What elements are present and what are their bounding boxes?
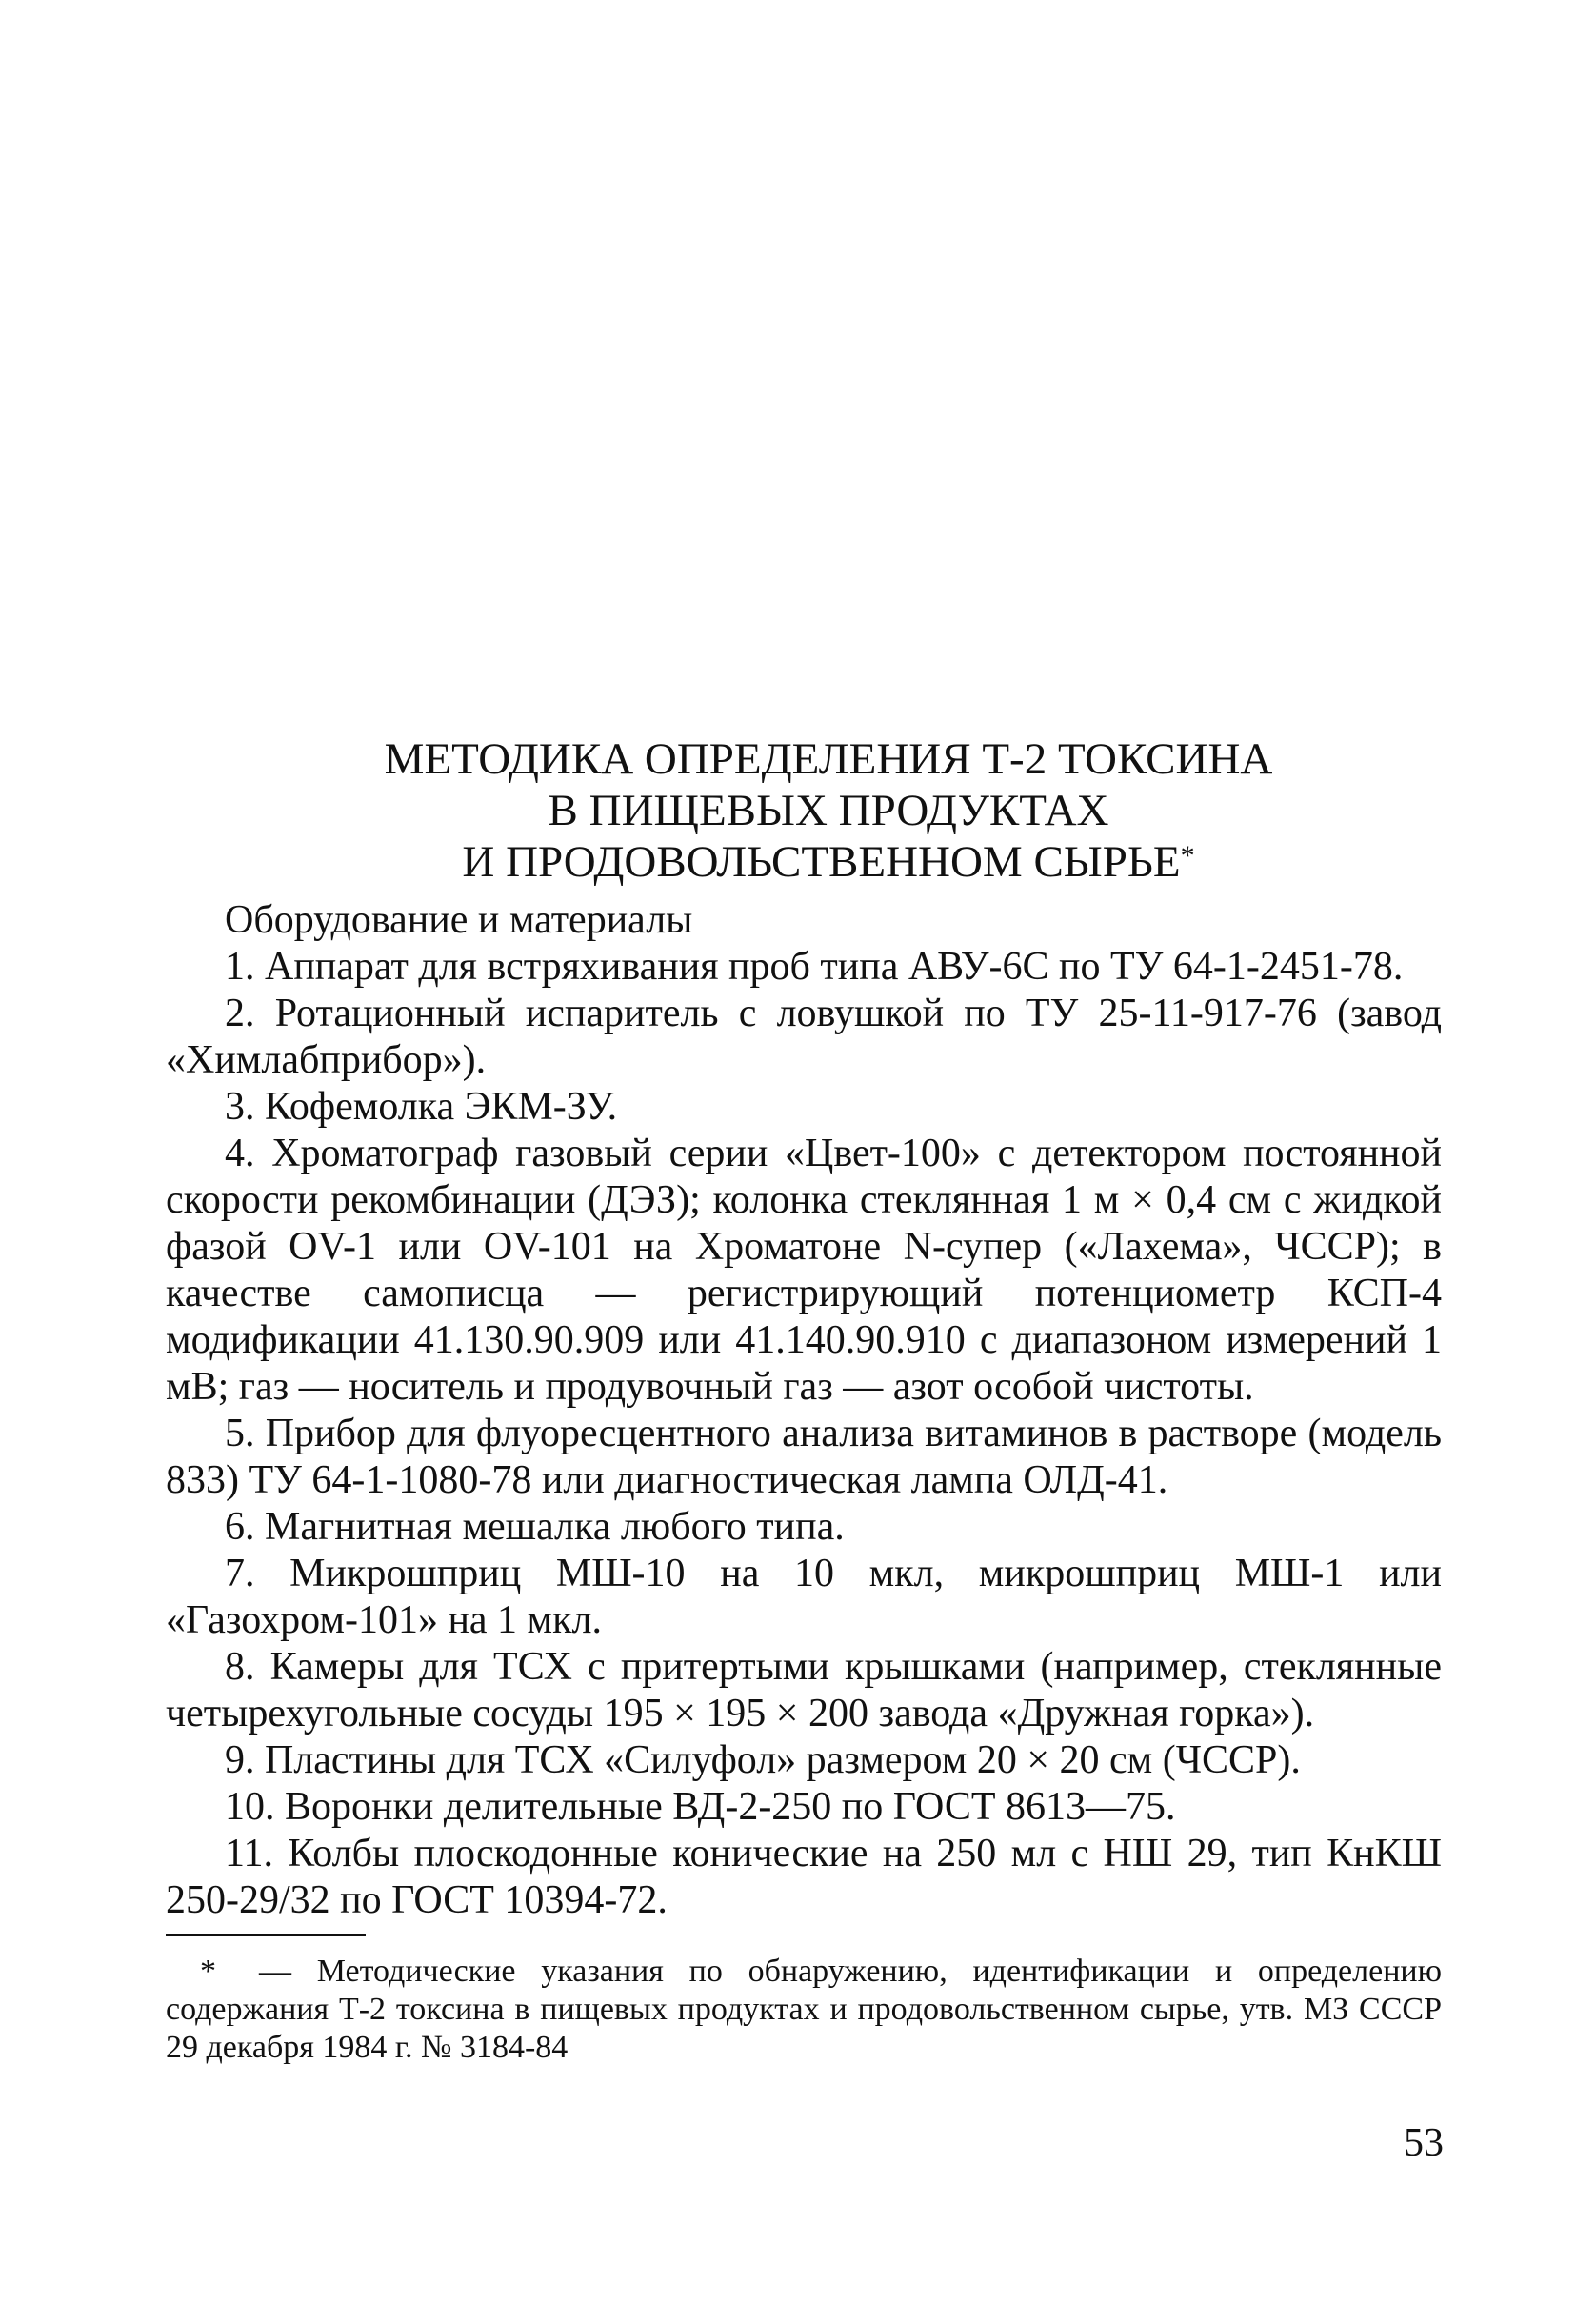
title-line-2: В ПИЩЕВЫХ ПРОДУКТАХ <box>548 786 1109 835</box>
footnote-reference-mark: * <box>1180 840 1195 872</box>
list-item: 6. Магнитная мешалка любого типа. <box>225 1505 845 1549</box>
list-item: 10. Воронки делительные ВД-2-250 по ГОСТ 8613—75. <box>225 1785 1176 1829</box>
footnote-mark: * <box>200 1954 216 1989</box>
page-number: 53 <box>1404 2121 1444 2165</box>
list-item: 1. Аппарат для встряхивания проб типа АВУ-6С по ТУ 64-1-2451-78. <box>225 945 1404 989</box>
title-line-3 <box>209 836 1447 888</box>
section-heading: Оборудование и материалы <box>225 898 693 942</box>
list-item: 8. Камеры для ТСХ с притертыми крышками (например, стеклянные четырехугольные сосуды 195 × 195 × 200 завода «Дружная горка»). <box>166 1645 1442 1735</box>
list-item: 2. Ротационный испаритель с ловушкой по ТУ 25-11-917-76 (завод «Химлабприбор»). <box>166 992 1442 1082</box>
list-item: 5. Прибор для флуоресцентного анализа витаминов в растворе (модель 833) ТУ 64-1-1080-78 или диагностическая лампа ОЛД-41. <box>166 1412 1442 1502</box>
list-item: 11. Колбы плоскодонные конические на 250 мл с НШ 29, тип КнКШ 250-29/32 по ГОСТ 10394-72. <box>166 1832 1442 1922</box>
list-item: 7. Микрошприц МШ-10 на 10 мкл, микрошприц МШ-1 или «Газохром-101» на 1 мкл. <box>166 1552 1442 1642</box>
body-text <box>166 897 1442 1924</box>
list-item: 3. Кофемолка ЭКМ-ЗУ. <box>225 1085 618 1129</box>
footnote <box>166 1953 1442 2067</box>
footnote-divider <box>166 1934 366 1936</box>
title-line-3-text: И ПРОДОВОЛЬСТВЕННОМ СЫРЬЕ <box>462 837 1181 887</box>
list-item: 9. Пластины для ТСХ «Силуфол» размером 20 × 20 см (ЧССР). <box>225 1738 1301 1782</box>
title-line-1: МЕТОДИКА ОПРЕДЕЛЕНИЯ Т-2 ТОКСИНА <box>384 734 1273 784</box>
document-title <box>209 733 1447 888</box>
footnote-text: — Методические указания по обнаружению, идентификации и определению содержания Т-2 токсина в пищевых продуктах и продовольственном сырье, утв. МЗ СССР 29 декабря 1984 г. № 3184-84 <box>166 1954 1442 2065</box>
list-item: 4. Хроматограф газовый серии «Цвет-100» с детектором постоянной скорости рекомбинации (ДЭЗ); колонка стеклянная 1 м × 0,4 см с жидкой фазой OV-1 или OV-101 на Хроматоне N-супер («Лахема», ЧССР); в качестве самописца — регистрирующий потенциометр КСП-4 модификации 41.130.90.909 или 41.140.90.910 с диапазоном измерений 1 мВ; газ — носитель и продувочный газ — азот особой чистоты. <box>166 1132 1442 1409</box>
